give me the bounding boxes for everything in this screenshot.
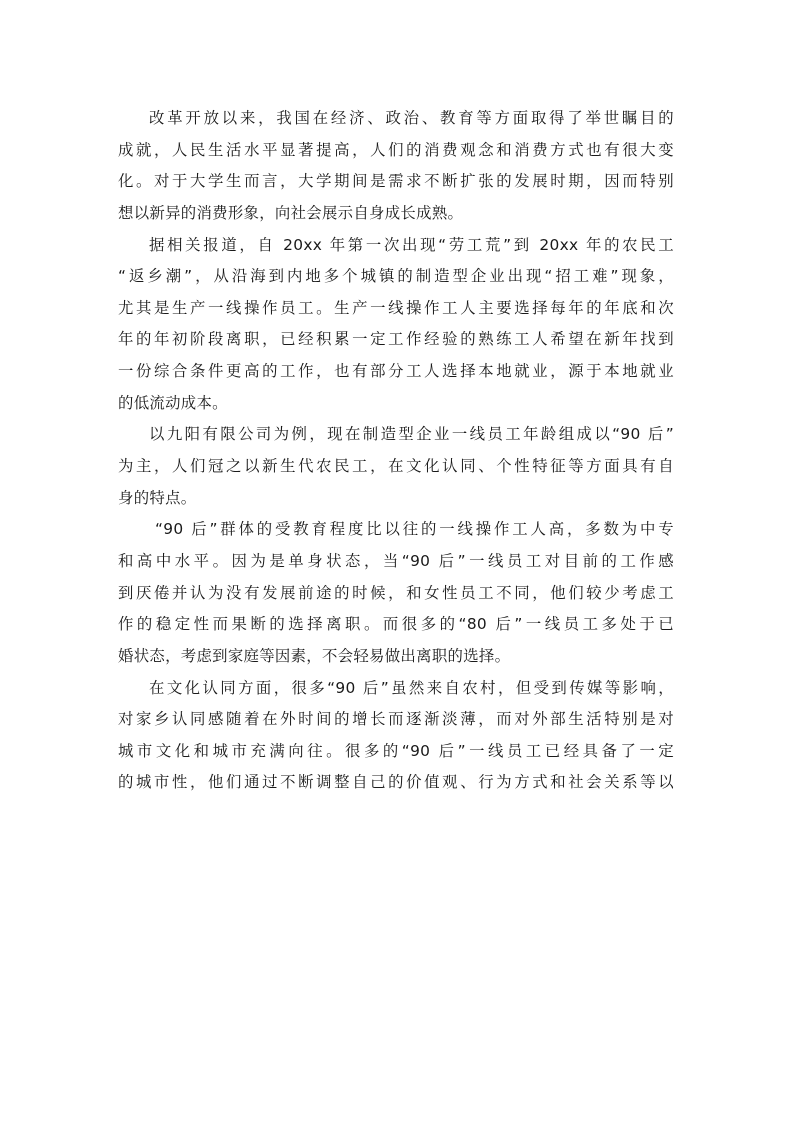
text-line: 作的稳定性而果断的选择离职。而很多的“80 后”一线员工多处于已 <box>118 615 674 634</box>
text-line: 对家乡认同感随着在外时间的增长而逐渐淡薄，而对外部生活特别是对 <box>118 710 674 729</box>
text-line: 想以新异的消费形象，向社会展示自身成长成熟。 <box>118 203 464 222</box>
paragraph-3 <box>118 419 674 514</box>
text-line: 以九阳有限公司为例，现在制造型企业一线员工年龄组成以“90 后” <box>149 425 674 444</box>
text-line: 成就，人民生活水平显著提高，人们的消费观念和消费方式也有很大变 <box>118 140 674 159</box>
text-line: 年的年初阶段离职，已经积累一定工作经验的熟练工人希望在新年找到 <box>118 330 674 349</box>
text-line: 婚状态，考虑到家庭等因素，不会轻易做出离职的选择。 <box>118 646 511 665</box>
text-line: “返乡潮”，从沿海到内地多个城镇的制造型企业出现“招工难”现象， <box>118 267 674 286</box>
paragraph-2 <box>118 230 674 420</box>
body-text <box>118 103 674 799</box>
text-line: 和高中水平。因为是单身状态，当“90 后”一线员工对目前的工作感 <box>118 551 674 570</box>
text-line: 一份综合条件更高的工作，也有部分工人选择本地就业，源于本地就业 <box>118 362 674 381</box>
text-line: 改革开放以来，我国在经济、政治、教育等方面取得了举世瞩目的 <box>149 109 674 127</box>
text-line: 为主，人们冠之以新生代农民工，在文化认同、个性特征等方面具有自 <box>118 457 674 476</box>
paragraph-4 <box>118 514 674 672</box>
paragraph-1 <box>118 103 674 230</box>
text-line: 据相关报道，自 20xx 年第一次出现“劳工荒”到 20xx 年的农民工 <box>149 235 674 254</box>
text-line: “90 后”群体的受教育程度比以往的一线操作工人高，多数为中专 <box>155 520 674 539</box>
text-line: 化。对于大学生而言，大学期间是需求不断扩张的发展时期，因而特别 <box>118 172 674 191</box>
text-line: 的低流动成本。 <box>118 393 228 412</box>
text-line: 身的特点。 <box>118 488 197 507</box>
text-line: 城市文化和城市充满向往。很多的“90 后”一线员工已经具备了一定 <box>118 741 674 760</box>
paragraph-5 <box>118 673 674 800</box>
text-line: 的城市性，他们通过不断调整自己的价值观、行为方式和社会关系等以 <box>118 773 674 792</box>
text-line: 在文化认同方面，很多“90 后”虽然来自农村，但受到传媒等影响， <box>149 678 674 697</box>
text-line: 尤其是生产一线操作员工。生产一线操作工人主要选择每年的年底和次 <box>118 298 674 317</box>
text-line: 到厌倦并认为没有发展前途的时候，和女性员工不同，他们较少考虑工 <box>118 583 674 602</box>
